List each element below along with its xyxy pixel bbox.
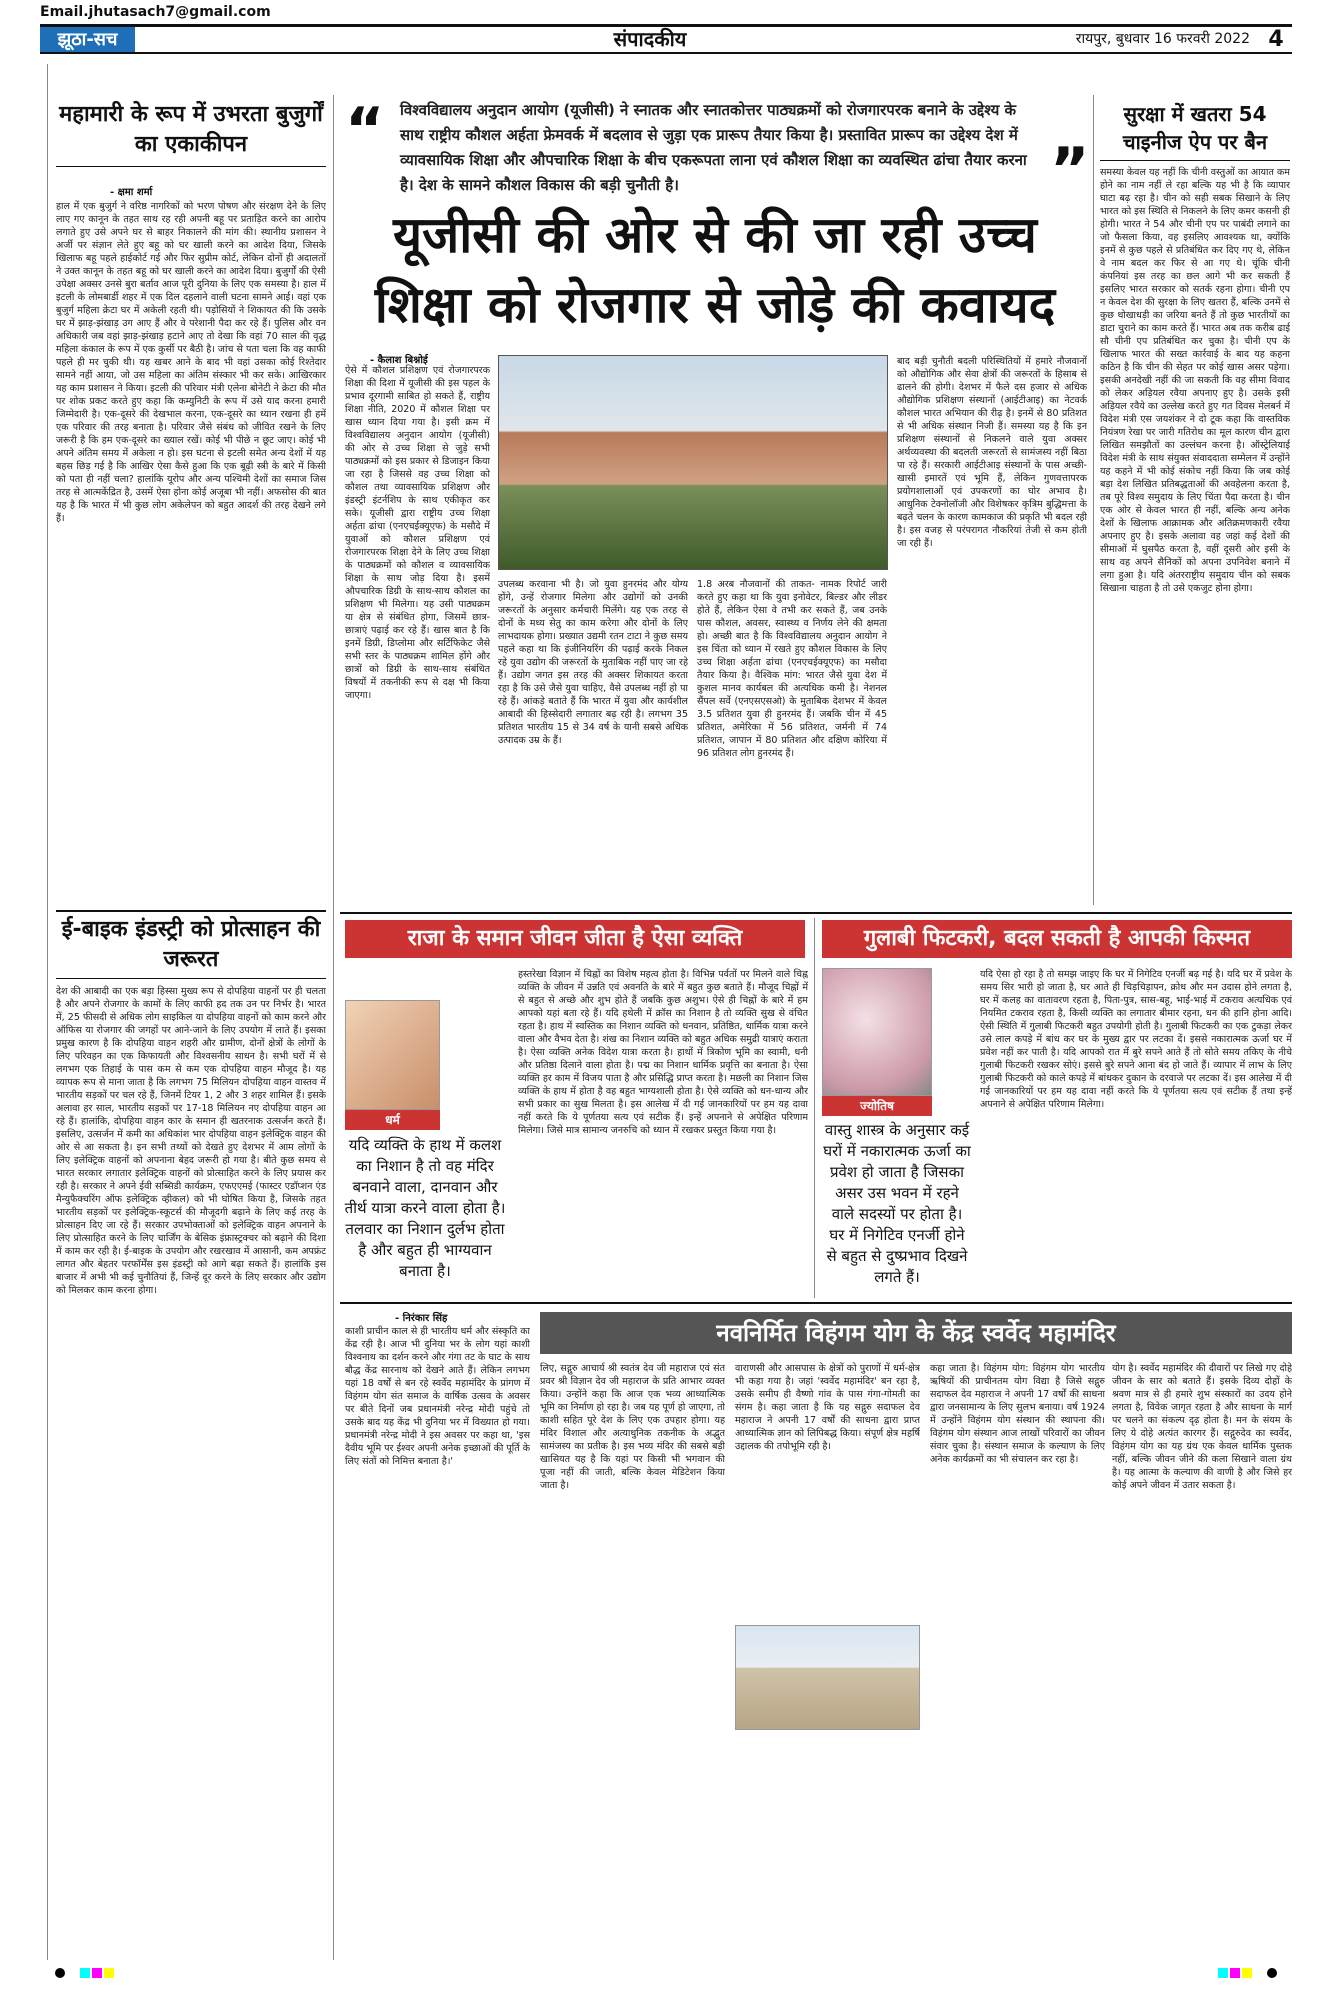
ebike-article-title: ई-बाइक इंडस्ट्री को प्रोत्साहन की जरूरत <box>61 917 321 972</box>
temple-col-4: कहा जाता है। विहंगम योग: विहंगम योग भारतीय ऋषियों की प्राचीनतम योग विद्या है जिसे सद्गुरु सदाफल देव महाराज ने अपनी 17 वर्षों की साधना द्वारा जनसामान्य के लिए सुलभ बनाया। वर्ष 1924 में उन्होंने विहंगम योग संस्थान की स्थापना की। विहंगम योग संस्थान आज लाखों परिवारों का जीवन संवार चुका है। संस्थान समाज के कल्याण के लिए अनेक कार्यक्रमों का भी संचालन कर रहा है। <box>930 1363 1105 1465</box>
email-address: Email.jhutasach7@gmail.com <box>40 4 271 20</box>
temple-article-title: नवनिर्मित विहंगम योग के केंद्र स्वर्वेद महामंदिर <box>540 1312 1292 1354</box>
editorial-col-2: उपलब्ध करवाना भी है। जो युवा हुनरमंद और योग्य होंगे, उन्हें रोजगार मिलेगा और उद्योगों को उनकी जरूरतों के अनुसार कर्मचारी मिलेंगे। यह एक तरह से दोनों के मध्य सेतु का काम करेगा और दोनों के लिए लाभदायक होगा। प्रख्यात उद्यमी रतन टाटा ने कुछ समय पहले कहा था कि इंजीनियरिंग की पढ़ाई करके निकल रहे युवा उद्योग की जरूरतों के मुताबिक नहीं पाए जा रहे हैं। उद्योग जगत इस तरह की अक्सर शिकायत करता रहा है कि उसे जैसे युवा चाहिए, वैसे उपलब्ध नहीं हो पा रहे हैं। आंकड़े बताते हैं कि भारत में युवा और कार्यशील आबादी की हिस्सेदारी लगातार बढ़ रही है। लगभग 35 प्रतिशत भारतीय 15 से 34 वर्ष के यानी सबसे अधिक उत्पादक उम्र के हैं। <box>498 579 688 746</box>
editorial-intro: विश्वविद्यालय अनुदान आयोग (यूजीसी) ने स्नातक और स्नातकोत्तर पाठ्यक्रमों को रोजगारपरक बनाने के उद्देश्य के साथ राष्ट्रीय कौशल अर्हता फ्रेमवर्क में बदलाव से जुड़ा एक प्रारूप तैयार किया है। प्रस्तावित प्रारूप का उद्देश्य देश में व्यावसायिक शिक्षा और औपचारिक शिक्षा के बीच एकरूपता लाना एवं कौशल शिक्षा का व्यवस्थित ढांचा तैयार करना है। देश के सामने कौशल विकास की बड़ी चुनौती है। <box>400 101 1027 194</box>
temple-col-2: लिए, सद्गुरु आचार्य श्री स्वतंत्र देव जी महाराज एवं संत प्रवर श्री विज्ञान देव जी महाराज के प्रति आभार व्यक्त किया। उन्होंने कहा कि आज एक भव्य आध्यात्मिक भूमि का निर्माण हो रहा है। जब यह पूर्ण हो जाएगा, तो काशी सहित पूरे देश के लिए एक उपहार होगा। यह मंदिर विशाल और अत्याधुनिक तकनीक के अद्भुत सामंजस्य का प्रतीक है। इस भव्य मंदिर की सबसे बड़ी खासियत यह है कि यहां पर किसी भी भगवान की पूजा नहीं की जाती, बल्कि केवल मेडिटेशन किया जाता है। <box>540 1363 725 1491</box>
divider <box>340 912 1292 914</box>
editorial-col-4: बाद बड़ी चुनौती बदली परिस्थितियों में हमारे नौजवानों को औद्योगिक और सेवा क्षेत्रों की जरूरतों के हिसाब से ढालने की होगी। देशभर में फैले दस हजार से अधिक औद्योगिक प्रशिक्षण संस्थानों (आईटीआइ) का नेटवर्क कौशल भारत अभियान की रीढ़ है। इनमें से 80 प्रतिशत से भी अधिक संस्थान निजी हैं। समस्या यह है कि इन प्रशिक्षण संस्थानों से निकलने वाले युवा अक्सर अर्थव्यवस्था की बदलती जरूरतों से सामंजस्य नहीं बिठा पा रहे हैं। सरकारी आईटीआइ संस्थानों के पास अच्छी-खासी इमारतें एवं भूमि हैं, लेकिन गुणवत्तापरक प्रयोगशालाओं एवं उपकरणों का घोर अभाव है। आधुनिक टेक्नोलॉजी और विशेषकर कृत्रिम बुद्धिमत्ता के बढ़ते चलन के कारण कामकाज की प्रकृति भी बदल रही है। इस वजह से परंपरागत नौकरियां तेजी से कम होती जा रही हैं। <box>897 356 1087 549</box>
divider <box>340 1302 1292 1304</box>
section-title: संपादकीय <box>613 27 687 51</box>
ebike-article-body: देश की आबादी का एक बड़ा हिस्सा मुख्य रूप से दोपहिया वाहनों पर ही चलता है और अपने रोजगार के कामों के लिए काफी हद तक उन पर निर्भर है। भारत में, 25 फीसदी से अधिक लोग साइकिल या दोपहिया वाहनों को काम करने और ऑफिस या रोजगार की जगहों पर आने-जाने के लिए उपयोग में लाते हैं। इसका प्रमुख कारण है कि दोपहिया वाहन शहरी और ग्रामीण, दोनों क्षेत्रों के लोगों के लिए परिवहन का एक किफायती और विश्वसनीय साधन है। सभी घरों में से लगभग एक तिहाई के पास कम से कम एक दोपहिया वाहन मौजूद है। यह व्यापक रूप से माना जाता है कि लगभग 75 मिलियन दोपहिया वाहन वास्तव में भारतीय सड़कों पर चल रहे हैं, जिनमें टियर 1, 2 और 3 शहर शामिल हैं। इसके अलावा हर साल, भारतीय सड़कों पर 17-18 मिलियन नए दोपहिया वाहन आ रहे हैं। हालांकि, दोपहिया वाहन कार के समान ही खतरनाक उत्सर्जन करते हैं। इसलिए, उत्सर्जन में कमी का अधिकांश भार दोपहिया वाहन इलेक्ट्रिक वाहन की ओर से आ सकता है। इन सभी तथ्यों को देखते हुए देशभर में आम लोगों के लिए इलेक्ट्रिक वाहनों को अपनाना बेहद जरूरी हो गया है। बीते कुछ समय से भारत सरकार लगातार इलेक्ट्रिक वाहनों को प्रोत्साहित करने के लिए प्रयास कर रही है। सरकार ने अपने ईवी सब्सिडी कार्यक्रम, एफएएमई (फास्टर एडॉप्शन एंड मैन्युफैक्चरिंग ऑफ इलेक्ट्रिक व्हीकल) को भी घोषित किया है, जिसके तहत भारतीय सड़कों पर इलेक्ट्रिक-स्कूटर्स की मौजूदगी बढ़ाने के लिए कई तरह के प्रोत्साहन दिए जा रहे हैं। सरकार उपभोक्ताओं को इलेक्ट्रिक वाहन अपनाने के लिए प्रोत्साहित करने के लिए चार्जिंग के बेसिक इंफ्रास्ट्रक्चर को बढ़ाने की दिशा में काम कर रही है। ई-बाइक के उपयोग और रखरखाव में आसानी, कम अपफ्रंट लागत और बेहतर परफॉर्मेंस इस इंडस्ट्री को आगे बढ़ा सकते हैं। हालांकि इस बाजार में अभी भी कई चुनौतियां हैं, जिन्हें दूर करने के लिए सरकार और उद्योग को मिलकर काम करना होगा। <box>56 986 326 1296</box>
issue-date: रायपुर, बुधवार 16 फरवरी 2022 <box>1075 31 1250 47</box>
palmistry-pull-quote: यदि व्यक्ति के हाथ में कलश का निशान है तो वह मंदिर बनवाने वाला, दानवान और तीर्थ यात्रा करने वाला होता है। तलवार का निशान दुर्लभ होता है और बहुत ही भाग्यवान बनाता है। <box>344 1136 506 1280</box>
temple-col-1: काशी प्राचीन काल से ही भारतीय धर्म और संस्कृति का केंद्र रही है। आज भी दुनिया भर के लोग यहां काशी विश्वनाथ का दर्शन करने और गंगा तट के घाट के साथ बौद्ध केंद्र सारनाथ को देखने आते हैं। लेकिन लगभग यहां 18 वर्षों से बन रहे स्वर्वेद महामंदिर के प्रांगण में विहंगम योग संत समाज के वार्षिक उत्सव के अवसर पर बीते दिनों जब प्रधानमंत्री नरेन्द्र मोदी पहुंचे तो उसके बाद यह केंद्र भी दुनिया भर में विख्यात हो गया। प्रधानमंत्री नरेन्द्र मोदी ने इस अवसर पर कहा था, 'इस दैवीय भूमि पर ईश्वर अपनी अनेक इच्छाओं की पूर्ति के लिए संतों को निमित्त बनाता है।' <box>345 1326 530 1467</box>
divider <box>56 910 326 912</box>
editorial-col-3: 1.8 अरब नौजवानों की ताकत- नामक रिपोर्ट जारी करते हुए कहा था कि युवा इनोवेटर, बिल्डर और लीडर होते हैं, लेकिन ऐसा वे तभी कर सकते हैं, जब उनके पास कौशल, अवसर, स्वास्थ्य व निर्णय लेने की क्षमता हो। अच्छी बात है कि विश्वविद्यालय अनुदान आयोग ने इस चिंता को ध्यान में रखते हुए कौशल विकास के लिए उच्च शिक्षा अर्हता ढांचा (एनएचईक्यूएफ) का मसौदा तैयार किया है। वैश्विक मांग: भारत जैसे युवा देश में कुशल मानव कार्यबल की अत्यधिक कमी है। नेशनल सैंपल सर्वे (एनएसएसओ) के मुताबिक देशभर में केवल 3.5 प्रतिशत युवा ही हुनरमंद हैं। जबकि चीन में 45 प्रतिशत, अमेरिका में 56 प्रतिशत, जर्मनी में 74 प्रतिशत, जापान में 80 प्रतिशत और दक्षिण कोरिया में 96 प्रतिशत लोग हुनरमंद हैं। <box>697 579 887 759</box>
left-article-body: हाल में एक बुजुर्ग ने वरिष्ठ नागरिकों को भरण पोषण और संरक्षण देने के लिए लाए गए कानून के तहत साथ रह रही अपनी बहू पर प्रताड़ित करने का आरोप लगाते हुए उसे अपने घर से बाहर निकालने की मांग की। स्थानीय प्रशासन ने अर्जी पर संज्ञान लेते हुए बहू को घर खाली करने का आदेश दिया, जिसके खिलाफ बहू पहले हाईकोर्ट गई और फिर सुप्रीम कोर्ट, लेकिन दोनों ही अदालतों ने उक्त कानून के तहत बहू को घर खाली करने का आदेश दिया। बुजुर्गों की ऐसी उपेक्षा अक्सर उनसे बुरा बर्ताव आज पूरी दुनिया के लिए एक समस्या है। हाल में इटली के लोमबार्डी शहर में एक दिल दहलाने वाली घटना सामने आई। वहां एक बुजुर्ग महिला क्रेटा घर में अकेली रहती थी। पड़ोसियों ने शिकायत की कि उसके घर में झाड़-झंखाड़ उग आए हैं और वे परेशानी पैदा कर रहे हैं। पुलिस और वन अधिकारी जब वहां झाड़-झंखाड़ हटाने आए तो देखा कि वहां 70 साल की वृद्ध महिला कंकाल के रूप में एक कुर्सी पर बैठी है। जांच से पता चला कि वह काफी पहले ही मर चुकी थी। यह खबर आने के बाद भी वहां उसका कोई रिश्तेदार सामने नहीं आया, जो उस महिला का अंतिम संस्कार भी कर सके। आखिरकार यह काम प्रशासन ने किया। इटली की परिवार मंत्री एलेना बोनेटी ने क्रेटा की मौत पर शोक प्रकट करते हुए कहा कि कम्युनिटी के रूप में उसे याद करना हमारी जिम्मेदारी है। एक-दूसरे की देखभाल करना, एक-दूसरे का ध्यान रखना ही हमें एक परिवार की तरह बनाता है। परिवार जैसे संबंध को जीवित रखने के लिए जरूरी है कि हम एक-दूसरे का ख्याल रखें। कोई भी पीछे न छूट जाए। कोई भी अपने अंतिम समय में अकेला न हो। इस घटना से इटली समेत अन्य देशों में यह बहस छिड़ गई है कि आखिर ऐसा कैसे हुआ कि एक बूढ़ी स्त्री के बारे में किसी को पता ही नहीं चला? हालांकि यूरोप और अन्य पश्चिमी देशों का समाज जिस तरह से आत्मकेंद्रित है, उसमें ऐसा होना कोई अजूबा भी नहीं। अफसोस की बात यह है कि भारत में भी कुछ लोग अकेलेपन को बहुत आदर्श की तरह देखने लगे हैं। <box>56 201 326 524</box>
editorial-headline: यूजीसी की ओर से की जा रही उच्च शिक्षा को रोजगार से जोड़े की कवायद <box>374 206 1056 334</box>
temple-col-5: योग है। स्वर्वेद महामंदिर की दीवारों पर लिखे गए दोहे जीवन के सार को बताते हैं। इसके दिव्य दोहों के श्रवण मात्र से ही हमारे शुभ संस्कारों का उदय होने लगता है, विवेक जागृत रहता है और साधना के मार्ग पर चलने का संकल्प दृढ़ होता है। मन के संयम के लिए ये दोहे अत्यंत कारगर हैं। सद्गुरुदेव का स्वर्वेद, विहंगम योग का यह ग्रंथ एक केवल धार्मिक पुस्तक नहीं, बल्कि जीवन जीने की कला सिखाने वाला ग्रंथ है। यह आत्मा के कल्याण की वाणी है और जिसे हर कोई अपने जीवन में उतार सकता है। <box>1112 1363 1292 1491</box>
right-article-title: सुरक्षा में खतरा 54 चाइनीज ऐप पर बैन <box>1122 102 1268 154</box>
palmistry-article-body: हस्तरेखा विज्ञान में चिह्नों का विशेष महत्व होता है। विभिन्न पर्वतों पर मिलने वाले चिह्न व्यक्ति के जीवन में उन्नति एवं अवनति के बारे में बहुत कुछ बताते हैं। मौजूद चिह्नों में से बहुत से अच्छे और शुभ होते हैं जबकि कुछ अशुभ। ऐसे ही चिह्नों के बारे में हम आपको यहां बता रहे हैं। यदि हथेली में क्रॉस का निशान है तो व्यक्ति सुख से वंचित रहता है। हाथ में स्वस्तिक का निशान व्यक्ति को धनवान, प्रतिष्ठित, धार्मिक यात्रा करने वाला और वैभव देता है। शंख का निशान व्यक्ति को बहुत अधिक समुद्री यात्राएं कराता है। ऐसा व्यक्ति अनेक विदेश यात्रा करता है। हाथों में त्रिकोण भूमि का स्वामी, धनी और प्रतिष्ठा दिलाने वाला होता है। पद्म का निशान धार्मिक प्रवृत्ति का बनाता है। ऐसा व्यक्ति हर काम में विजय पाता है और प्रसिद्धि प्राप्त करता है। मछली का निशान जिस व्यक्ति के हाथ में होता है वह बहुत भाग्यशाली होता है। ऐसे व्यक्ति को धन-धान्य और सभी प्रकार का सुख मिलता है। इस आलेख में दी गई जानकारियों पर हम यह दावा नहीं करते कि ये पूर्णतया सत्य एवं सटीक हैं। इन्हें अपनाने से अपेक्षित परिणाम मिलेगा। जिसे मात्र सामान्य जनरुचि को ध्यान में रखकर प्रस्तुत किया गया है। <box>518 969 808 1136</box>
editorial-col-1: ऐसे में कौशल प्रशिक्षण एवं रोजगारपरक शिक्षा की दिशा में यूजीसी की इस पहल के प्रभाव दूरगामी साबित हो सकते हैं, राष्ट्रीय शिक्षा नीति, 2020 में कौशल शिक्षा पर खास ध्यान दिया गया है। इसी क्रम में विश्वविद्यालय अनुदान आयोग (यूजीसी) की ओर से उच्च शिक्षा से जुड़े सभी पाठ्यक्रमों को इस प्रकार से डिजाइन किया जा रहा है जिससे वह उच्च शिक्षा को कौशल तथा व्यावसायिक प्रशिक्षण और इंडस्ट्री इंटर्नशिप के साथ एकीकृत कर सके। यूजीसी द्वारा राष्ट्रीय उच्च शिक्षा अर्हता ढांचा (एनएचईक्यूएफ) के मसौदे में युवाओं को कौशल प्रशिक्षण एवं रोजगारपरक शिक्षा देने के लिए उच्च शिक्षा के पाठ्यक्रमों को कौशल व व्यावसायिक शिक्षा के साथ जोड़ दिया है। इसमें औपचारिक डिग्री के साथ-साथ कौशल का प्रशिक्षण भी मिलेगा। यह उसी पाठ्यक्रम या क्षेत्र से संबंधित होगा, जिसमें छात्र-छात्राएं पढ़ाई कर रहे हैं। खास बात है कि इनमें डिग्री, डिप्लोमा और सर्टिफिकेट जैसे सभी स्तर के पाठ्यक्रम शामिल होंगे और छात्रों को डिग्री के साथ-साथ संबंधित विषयों में तकनीकी रूप से दक्ष भी किया जाएगा। <box>345 365 490 701</box>
page-number: 4 <box>1268 27 1284 52</box>
newspaper-logo: झूठा-सच <box>40 27 135 52</box>
close-quote-icon: ” <box>1050 135 1090 205</box>
divider <box>56 978 326 979</box>
alum-article-title: गुलाबी फिटकरी, बदल सकती है आपकी किस्मत <box>822 920 1292 958</box>
pink-alum-image <box>822 968 932 1096</box>
religion-tag: धर्म <box>345 1110 440 1130</box>
column-rule <box>814 918 815 1298</box>
astrology-tag: ज्योतिष <box>822 1096 932 1116</box>
ugc-building-photo <box>498 355 888 570</box>
palmistry-article-title: राजा के समान जीवन जीता है ऐसा व्यक्ति <box>345 920 805 958</box>
temple-photo <box>735 1625 920 1730</box>
left-article-byline: - क्षमा शर्मा <box>110 187 153 198</box>
temple-article-byline: - निरंकार सिंह <box>395 1313 448 1324</box>
left-margin-rule <box>40 64 48 1960</box>
alum-article-body: यदि ऐसा हो रहा है तो समझ जाइए कि घर में निगेटिव एनर्जी बढ़ गई है। यदि घर में प्रवेश के समय सिर भारी हो जाता है, घर आते ही चिड़चिड़ापन, क्रोध और मन उदास होने लगता है, घर में कलह का वातावरण रहता है, पिता-पुत्र, सास-बहू, भाई-भाई में टकराव अत्यधिक एवं नियमित टकराव रहता है, किसी व्यक्ति का लगातार बीमार रहना, धन की हानि होना आदि। ऐसी स्थिति में गुलाबी फिटकरी बहुत उपयोगी होती है। गुलाबी फिटकरी का एक टुकड़ा लेकर उसे लाल कपड़े में बांध कर घर के मुख्य द्वार पर लटका दें। इससे नकारात्मक ऊर्जा घर में प्रवेश नहीं कर पाती है। यदि आपको रात में बुरे सपने आते हैं तो सोते समय तकिए के नीचे गुलाबी फिटकरी रखकर सोएं। इससे बुरे सपने आना बंद हो जाते हैं। व्यापार में लाभ के लिए गुलाबी फिटकरी को काले कपड़े में बांधकर दुकान के दरवाजे पर लटका दें। इस आलेख में दी गई जानकारियों पर हम यह दावा नहीं करते कि ये पूर्णतया सत्य एवं सटीक हैं तथा इन्हें अपनाने से अपेक्षित परिणाम मिलेगा। <box>980 969 1292 1110</box>
masthead <box>40 24 1292 54</box>
alum-pull-quote: वास्तु शास्त्र के अनुसार कई घरों में नकारात्मक ऊर्जा का प्रवेश हो जाता है जिसका असर उस भवन में रहने वाले सदस्यों पर होता है। घर में निगेटिव एनर्जी होने से बहुत से दुष्प्रभाव दिखने लगते हैं। <box>823 1121 971 1286</box>
divider <box>56 166 326 167</box>
divider <box>1100 160 1290 161</box>
left-article-title: महामारी के रूप में उभरता बुजुर्गों का एकाकीपन <box>59 102 323 157</box>
column-rule <box>333 95 334 1960</box>
temple-col-3: वाराणसी और आसपास के क्षेत्रों को पुराणों में धर्म-क्षेत्र भी कहा गया है। जहां 'स्वर्वेद महामंदिर' बन रहा है, उसके समीप ही वैष्णो गांव के पास गंगा-गोमती का संगम है। कहा जाता है कि यह सद्गुरु सदाफल देव महाराज ने अपनी 17 वर्षों की साधना द्वारा प्राप्त आध्यात्मिक ज्ञान को लिपिबद्ध किया। संपूर्ण क्षेत्र महर्षि उद्दालक की तपोभूमि रही है। <box>735 1363 920 1452</box>
column-rule <box>1093 95 1094 905</box>
open-quote-icon: “ <box>345 95 385 165</box>
palm-hand-image <box>345 1000 440 1110</box>
editorial-byline: - कैलाश बिश्नोई <box>370 355 428 366</box>
print-registration-marks <box>40 1965 1292 1981</box>
right-article-body: समस्या केवल यह नहीं कि चीनी वस्तुओं का आयात कम होने का नाम नहीं ले रहा बल्कि यह भी है कि व्यापार घाटा बढ़ रहा है। चीन को सही सबक सिखाने के लिए भारत को इस स्थिति से निकलने के लिए कमर कसनी ही होगी। भारत ने 54 और चीनी एप पर पाबंदी लगाने का जो फैसला किया, वह इसलिए आवश्यक था, क्योंकि इनमें से कुछ पहले से प्रतिबंधित कर दिए गए थे, लेकिन वे नाम बदल कर फिर से आ गए थे। चूंकि चीनी कंपनियां इस तरह का छल आगे भी कर सकती हैं इसलिए भारत सरकार को सतर्क रहना होगा। चीनी एप न केवल देश की सुरक्षा के लिए खतरा हैं, बल्कि उनमें से कुछ धोखाधड़ी का जरिया बनते हैं तो कुछ भारतीयों का डाटा चुराने का काम करते हैं। भारत अब तक करीब ढाई सौ चीनी एप प्रतिबंधित कर चुका है। चीनी एप के खिलाफ भारत की सख्त कार्रवाई के बाद यह कहना कठिन है कि चीन की सेहत पर कोई खास असर पड़ेगा। इसकी अनदेखी नहीं की जा सकती कि वह सीमा विवाद को लेकर अड़ियल रवैया अपनाए हुए है। उसके इसी अड़ियल रवैये का उल्लेख करते हुए गत दिवस मेलबर्न में विदेश मंत्री एस जयशंकर ने दो टूक कहा कि वास्तविक नियंत्रण रेखा पर जारी गतिरोध का मूल कारण चीन द्वारा लिखित समझौतों का उल्लंघन करना है। ऑस्ट्रेलियाई विदेश मंत्री के साथ संयुक्त संवाददाता सम्मेलन में उन्होंने यह कहने में भी कोई संकोच नहीं किया कि जब कोई बड़ा देश लिखित प्रतिबद्धताओं की अवहेलना करता है, तब पूरे विश्व समुदाय के लिए चिंता पैदा करता है। चीन एक ओर से केवल भारत ही नहीं, बल्कि अन्य अनेक देशों के खिलाफ आक्रामक और अतिक्रमणकारी रवैया अपनाए हुए है। इसके अलावा वह जहां कई देशों की सीमाओं में घुसपैठ करता है, वहीं दूसरी ओर इसी के साथ वह अपने सैनिकों को अपना उपनिवेश बनाने में लगा हुआ है। यदि अंतरराष्ट्रीय समुदाय चीन को सबक सिखाना चाहता है तो उसे एकजुट होना होगा। <box>1100 167 1290 594</box>
